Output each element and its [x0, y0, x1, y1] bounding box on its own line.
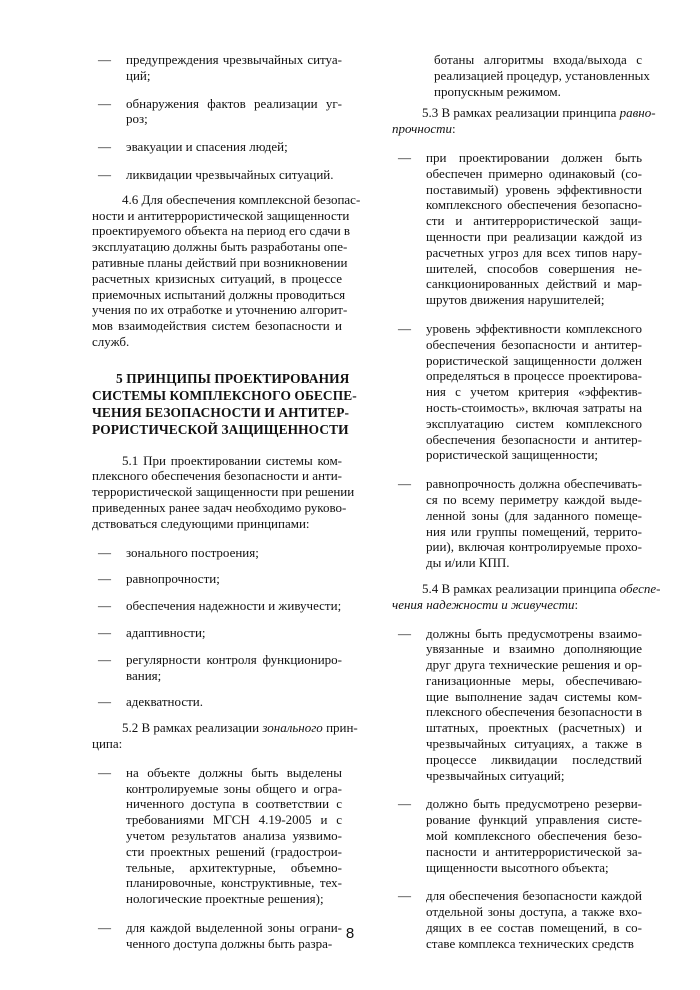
paragraph-5-2 — [92, 720, 358, 752]
paragraph-5-4 — [392, 580, 661, 613]
text-line: учетом результатов анализа уязвимо- — [126, 827, 342, 843]
text-line: ды и/или КПП. — [426, 555, 510, 571]
text-line: поставимый) уровень эффективности — [426, 181, 642, 197]
text-line: щенности при реализации каждой из — [426, 228, 642, 244]
text-line: ЧЕНИЯ БЕЗОПАСНОСТИ И АНТИТЕР- — [92, 405, 350, 421]
text-line: приемочных испытаний должны проводиться — [92, 286, 346, 302]
text-line: должны быть предусмотрены взаимо- — [426, 625, 642, 641]
text-line: при проектировании должен быть — [426, 149, 642, 165]
text-line: равнопрочность должна обеспечивать- — [426, 476, 642, 492]
text-line: для обеспечения безопасности каждой — [426, 888, 642, 904]
list-item — [392, 150, 642, 308]
text-line: проектируемого объекта на период его сдачи в — [92, 223, 351, 239]
paragraph-5-4-line1: 5.4 В рамках реализации принципа обеспе- — [422, 580, 661, 596]
text-line: ния с учетом критерия «эффектив- — [426, 384, 642, 400]
text-line: террористической защищенности при решении — [92, 484, 355, 500]
text-line: ставе комплекса технических средств — [426, 935, 634, 951]
bullet-dash: — — [398, 149, 411, 165]
text-line: ленной зоны (для заданного помеще- — [426, 507, 642, 523]
text-line: для каждой выделенной зоны ограни- — [126, 919, 342, 935]
text-line: ченного доступа должны быть разра- — [126, 935, 333, 951]
text-line: штатных, проектных (расчетных) и — [426, 720, 642, 736]
text-line: тельные, архитектурные, объемно- — [126, 859, 342, 875]
list-item — [92, 625, 342, 641]
text-line: шрутов движения нарушителей; — [426, 292, 605, 308]
list-item — [92, 139, 342, 155]
principles-list — [92, 545, 342, 711]
paragraph-5-1 — [92, 452, 355, 532]
list-item — [92, 571, 342, 587]
text-line: комплексного обеспечения безопасно- — [426, 197, 642, 213]
text-line: учения по их отработке и уточнению алгорит- — [92, 302, 348, 318]
paragraph-5-3-line2: прочности: — [392, 121, 456, 137]
text-line: эксплуатацию должны быть разработаны опе- — [92, 239, 348, 255]
text-line: ративные планы действий при возникновении — [92, 254, 348, 270]
paragraph-5-2-line1: 5.2 В рамках реализации зонального прин- — [122, 720, 358, 736]
text-line: расчетных угроз для всех типов нару- — [426, 244, 642, 260]
text-line: друг друга технические решения и ор- — [426, 657, 642, 673]
paragraph-5-4-line2: чения надежности и живучести: — [392, 596, 579, 612]
text-line: шителей, способов совершения не- — [426, 260, 642, 276]
text-line: приведенных ранее задач необходимо руково- — [92, 499, 347, 515]
list-item — [392, 476, 642, 571]
list-item — [92, 167, 342, 183]
text-line: плексного обеспечения безопасности и анти- — [92, 468, 342, 484]
list-item — [392, 796, 642, 875]
text-line: регулярности контроля функциониро- — [126, 651, 342, 667]
text-line: щие выполнение задач системы ком- — [426, 688, 642, 704]
text-line: рористической защищенности должен — [426, 352, 642, 368]
text-line: щищенности высотного объекта; — [426, 859, 609, 875]
text-line: ся по всему периметру каждой выде- — [426, 491, 642, 507]
list-item — [92, 652, 342, 684]
bullet-dash: — — [98, 598, 111, 614]
text-line: эвакуации и спасения людей; — [126, 139, 288, 155]
text-line: отдельной зоны доступа, а также вхо- — [426, 904, 642, 920]
text-line: эксплуатацию систем комплексного — [426, 415, 642, 431]
text-line: процессе ликвидации последствий — [426, 751, 642, 767]
bullet-dash: — — [398, 625, 411, 641]
bullet-list-5-4 — [392, 626, 642, 952]
text-line: определяться в процессе проектирова- — [426, 368, 642, 384]
text-line: ботаны алгоритмы входа/выхода с — [434, 52, 642, 67]
text-line: пропускным режимом. — [434, 83, 561, 99]
list-item — [392, 888, 642, 951]
text-line: чрезвычайных ситуациях, а также в — [426, 736, 642, 752]
bullet-dash: — — [398, 888, 411, 904]
list-item — [392, 321, 642, 463]
list-item — [392, 626, 642, 784]
text-line: контролируемые зоны общего и огра- — [126, 780, 342, 796]
list-item — [92, 52, 342, 84]
right-column — [392, 52, 661, 952]
text-line: ганизационные меры, обеспечиваю- — [426, 672, 642, 688]
list-item — [92, 694, 342, 710]
text-line: 5 ПРИНЦИПЫ ПРОЕКТИРОВАНИЯ — [116, 370, 350, 386]
section-heading-5 — [92, 370, 357, 439]
paragraph-4-6 — [92, 191, 361, 350]
bullet-dash: — — [398, 476, 411, 492]
text-line: ность-стоимость», включая затраты на — [426, 399, 642, 415]
page-number: 8 — [345, 925, 355, 942]
text-line: обнаружения фактов реализации уг- — [126, 95, 342, 111]
text-line: дящих в ее состав помещений, в со- — [426, 920, 642, 936]
text-line: рование функций управления систе- — [426, 812, 642, 828]
bullet-dash: — — [98, 571, 111, 587]
text-line: ности и антитеррористической защищенности — [92, 207, 350, 223]
text-line: адаптивности; — [126, 624, 206, 640]
text-line: планировочные, конструктивные, тех- — [126, 875, 342, 891]
text-line: обеспечен примерно одинаковый (со- — [426, 165, 642, 181]
bullet-list-5-2 — [92, 765, 342, 952]
list-item — [92, 765, 342, 907]
text-line: увязанные и взаимно дополняющие — [426, 641, 642, 657]
text-line: ликвидации чрезвычайных ситуаций. — [126, 166, 334, 182]
text-line: зонального построения; — [126, 544, 259, 560]
bullet-dash: — — [98, 919, 111, 935]
text-line: равнопрочности; — [126, 571, 220, 587]
bullet-dash: — — [98, 624, 111, 640]
text-line: уровень эффективности комплексного — [426, 320, 642, 336]
text-line: ций; — [126, 67, 151, 83]
left-column — [92, 52, 361, 951]
text-line: обеспечения безопасности и антитер- — [426, 431, 642, 447]
bullet-dash: — — [98, 166, 111, 182]
bullet-list-5-3 — [392, 150, 642, 571]
text-line: санкционированных действий и мар- — [426, 276, 642, 292]
bullet-dash: — — [398, 320, 411, 336]
list-item — [92, 96, 342, 128]
bullet-list-top — [92, 52, 342, 183]
text-line: СИСТЕМЫ КОМПЛЕКСНОГО ОБЕСПЕ- — [92, 387, 357, 403]
text-line: РОРИСТИЧЕСКОЙ ЗАЩИЩЕННОСТИ — [92, 422, 349, 438]
bullet-dash: — — [98, 764, 111, 780]
text-line: дствоваться следующими принципами: — [92, 515, 310, 531]
text-line: роз; — [126, 111, 148, 127]
text-line: мов взаимодействия систем безопасности и — [92, 318, 342, 334]
continuation-text — [392, 52, 650, 99]
text-line: сти и антитеррористической защи- — [426, 213, 642, 229]
text-line: пасности и антитеррористической за- — [426, 843, 642, 859]
text-line: реализацией процедур, установленных — [434, 67, 650, 83]
text-line: на объекте должны быть выделены — [126, 764, 342, 780]
text-line: обеспечения безопасности и антитер- — [426, 336, 642, 352]
bullet-dash: — — [98, 694, 111, 710]
bullet-dash: — — [98, 544, 111, 560]
text-line: адекватности. — [126, 694, 203, 710]
text-line: вания; — [126, 667, 162, 683]
text-line: чрезвычайных ситуаций; — [426, 767, 565, 783]
paragraph-5-3 — [392, 105, 656, 137]
text-line: ния или группы помещений, террито- — [426, 523, 642, 539]
text-line: мой комплексного обеспечения безо- — [426, 828, 642, 844]
text-line: рористической защищенности; — [426, 447, 599, 463]
text-line: обеспечения надежности и живучести; — [126, 598, 342, 614]
text-line: расчетных кризисных ситуаций, в процессе — [92, 270, 342, 286]
bullet-dash: — — [98, 651, 111, 667]
bullet-dash: — — [398, 796, 411, 812]
text-line: 5.1 При проектировании системы ком- — [122, 452, 342, 468]
list-item — [92, 545, 342, 561]
text-line: рии), включая контролируемые прохо- — [426, 539, 642, 555]
bullet-dash: — — [98, 52, 111, 67]
bullet-dash: — — [98, 95, 111, 111]
text-line: должно быть предусмотрено резерви- — [426, 796, 642, 812]
text-line: требованиями МГСН 4.19-2005 и с — [126, 812, 342, 828]
list-item — [92, 598, 342, 614]
text-line: предупреждения чрезвычайных ситуа- — [126, 52, 342, 67]
bullet-dash: — — [98, 139, 111, 155]
text-line: служб. — [92, 333, 130, 349]
text-line: ниченного доступа в соответствии с — [126, 796, 342, 812]
paragraph-5-2-line2: ципа: — [92, 735, 123, 751]
text-line: сти проектных решений (градострои- — [126, 843, 342, 859]
text-line: нологические проектные решения); — [126, 891, 324, 907]
text-line: 4.6 Для обеспечения комплексной безопас- — [122, 191, 361, 207]
paragraph-5-3-line1: 5.3 В рамках реализации принципа равно- — [422, 105, 656, 121]
text-line: плексного обеспечения безопасности в — [426, 704, 642, 720]
